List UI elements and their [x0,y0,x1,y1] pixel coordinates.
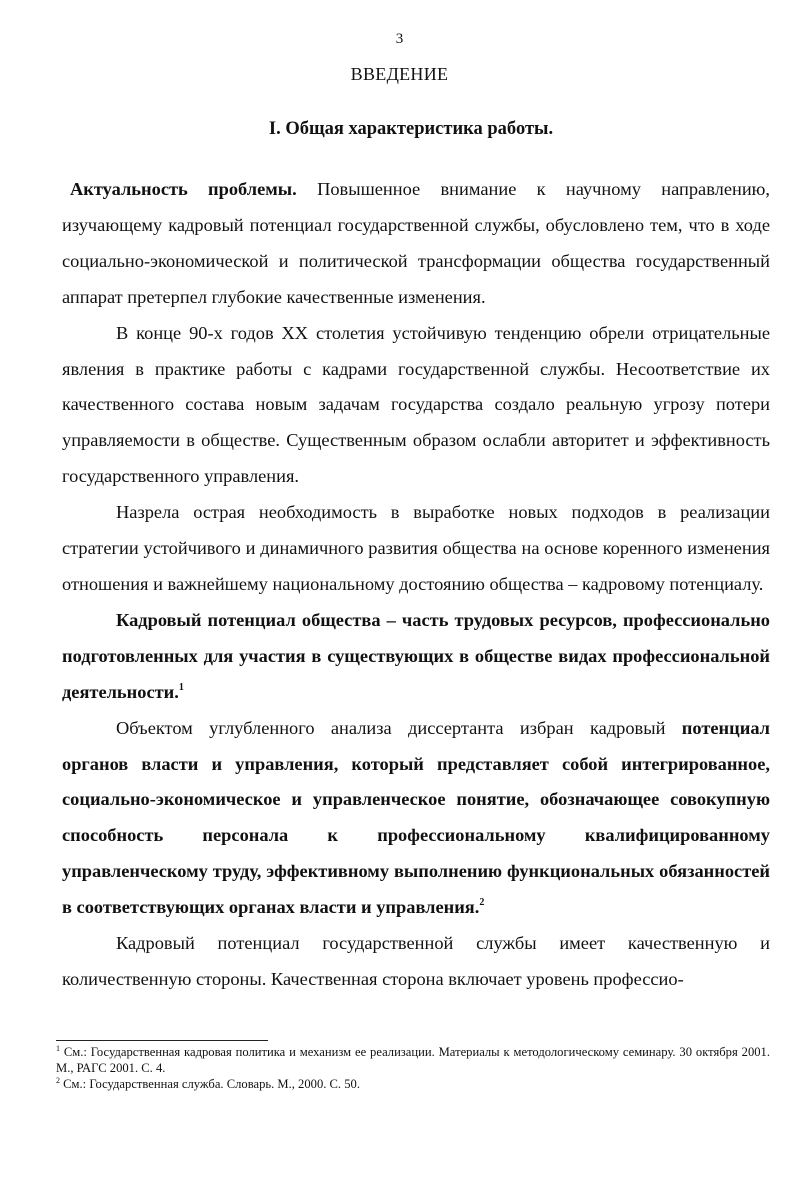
object-text: Объектом углубленного анализа диссертанта избран кадровый [116,717,682,738]
section-title: I. Общая характеристика работы. [268,119,554,139]
paragraph-sides: Кадровый потенциал государственной службы имеет качественную и количественную стороны. Качественная сторона включает уровень профессио- [62,933,770,989]
footnote-ref-2: 2 [479,897,485,909]
footnote-2-text: См.: Государственная служба. Словарь. М., 2000. С. 50. [60,1077,360,1091]
footnote-1 [56,1044,770,1076]
footnote-2-mark: 2 [56,1076,60,1085]
footnotes [56,1044,770,1092]
paragraph-object [62,711,770,926]
paragraph-necessity: Назрела острая необходимость в выработке новых подходов в реализации стратегии устойчивого и динамичного развития общества на основе коренного изменения отношения и важнейшему национальному достоянию общества – кадровому потенциалу. [62,502,770,594]
relevance-lead: Актуальность проблемы. [70,179,297,199]
footnote-2 [56,1076,770,1092]
paragraph-definition [62,603,770,711]
footnote-1-text: См.: Государственная кадровая политика и механизм ее реализации. Материалы к методологическому семинару. 30 октября 2001. М., РАГС 2001. С. 4. [56,1045,770,1075]
object-bold: потенциал органов власти и управления, который представляет собой интегрированное, социально-экономическое и управленческое понятие, обозначающее совокупную способность персонала к профессиональному квалифицированному управленческому труду, эффективному выполнению функциональных обязанностей в соответствующих органах власти и управления. [62,717,770,918]
page-number: 3 [395,31,404,47]
page-title: ВВЕДЕНИЕ [350,64,449,84]
definition-bold: Кадровый потенциал общества – часть трудовых ресурсов, профессионально подготовленных для участия в существующих в обществе видах профессиональной деятельности. [62,609,770,702]
body-text [62,172,770,998]
footnote-ref-1: 1 [178,681,184,693]
footnote-1-mark: 1 [56,1044,60,1053]
paragraph-90s: В конце 90-х годов XX столетия устойчивую тенденцию обрели отрицательные явления в практике работы с кадрами государственной службы. Несоответствие их качественного состава новым задачам государства создало реальную угрозу потери управляемости в обществе. Существенным образом ослабли авторитет и эффективность государственного управления. [62,322,770,487]
footnote-divider [56,1040,268,1041]
paragraph-relevance [62,172,770,316]
relevance-text: Повышенное внимание к научному направлению, изучающему кадровый потенциал государственной службы, обусловлено тем, что в ходе социально-экономической и политической трансформации общества государственный аппарат претерпел глубокие качественные изменения. [62,179,770,307]
